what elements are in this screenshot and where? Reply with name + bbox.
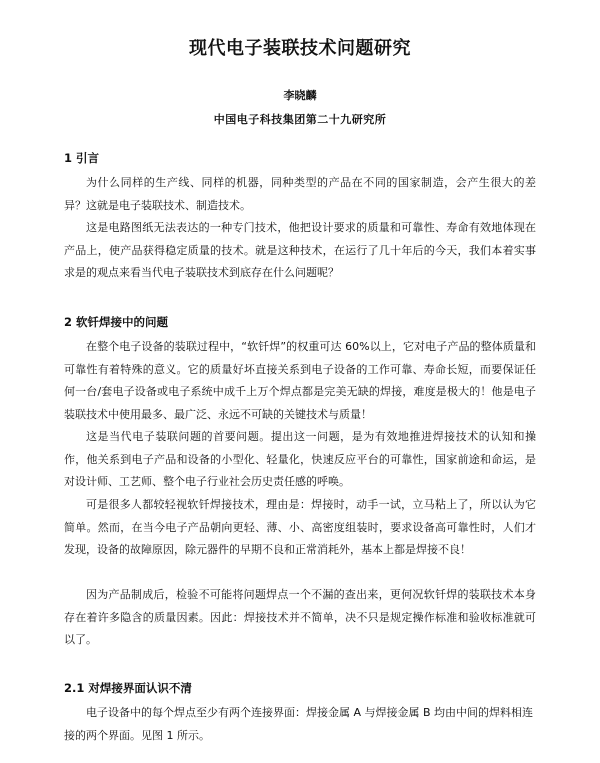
intro-paragraph-1: 为什么同样的生产线、同样的机器，同种类型的产品在不同的国家制造，会产生很大的差异？这就是电子装联技术、制造技术。	[64, 176, 536, 212]
section-heading-interface: 2.1 对焊接界面认识不清	[64, 681, 192, 695]
section-heading-soldering: 2 软钎焊接中的问题	[64, 315, 169, 329]
soldering-paragraph-3: 可是很多人都较轻视软钎焊接技术，理由是：焊接时，动手一试，立马粘上了，所以认为它简单。然而，在当今电子产品朝向更轻、薄、小、高密度组装时，要求设备高可靠性时，人们才发现，设备的故障原因，除元器件的早期不良和正常消耗外，基本上都是焊接不良！	[64, 498, 536, 556]
interface-paragraph-1: 电子设备中的每个焊点至少有两个连接界面：焊接金属 A 与焊接金属 B 均由中间的焊料相连接的两个界面。见图 1 所示。	[64, 706, 534, 742]
soldering-paragraph-4: 因为产品制成后，检验不可能将问题焊点一个不漏的查出来，更何况软钎焊的装联技术本身存在着许多隐含的质量因素。因此：焊接技术并不简单，决不只是规定操作标准和验收标准就可以了。	[64, 588, 536, 646]
soldering-paragraph-1: 在整个电子设备的装联过程中，“软钎焊”的权重可达 60%以上，它对电子产品的整体质量和可靠性有着特殊的意义。它的质量好坏直接关系到电子设备的工作可靠、寿命长短，而要保证任何一台/套电子设备或电子系统中成千上万个焊点都是完美无缺的焊接，难度是极大的！他是电子装联技术中使用最多、最广泛、永远不可缺的关键技术与质量！	[64, 340, 536, 421]
intro-paragraph-2: 这是电路图纸无法表达的一种专门技术，他把设计要求的质量和可靠性、寿命有效地体现在产品上，使产品获得稳定质量的技术。就是这种技术，在运行了几十年后的今天，我们本着实事求是的观点来看当代电子装联技术到底存在什么问题呢？	[64, 221, 536, 279]
soldering-paragraph-2: 这是当代电子装联问题的首要问题。提出这一问题，是为有效地推进焊接技术的认知和操作，他关系到电子产品和设备的小型化、轻量化，快速反应平台的可靠性，国家前途和命运，是对设计师、工艺师、整个电子行业社会历史责任感的呼唤。	[64, 430, 536, 488]
author-name: 李晓麟	[283, 89, 317, 102]
section-heading-intro: 1 引言	[64, 151, 100, 165]
paper-title: 现代电子装联技术问题研究	[189, 38, 411, 59]
author-affiliation: 中国电子科技集团第二十九研究所	[213, 113, 387, 126]
